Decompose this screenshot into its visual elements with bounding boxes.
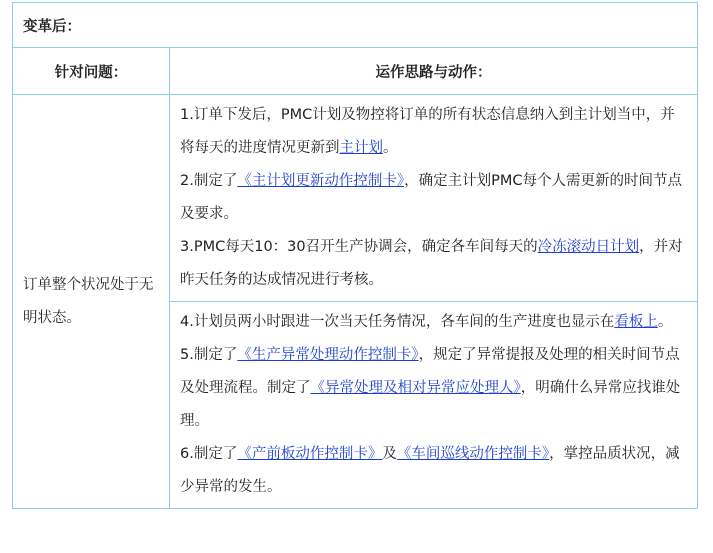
link-kanban[interactable]: 看板上 (614, 314, 658, 330)
actions-group-1 (170, 95, 698, 302)
action-item-2-text-1: 2.制定了 (180, 173, 238, 189)
action-item-6-text-1: 6.制定了 (180, 446, 238, 462)
link-master-plan-update-card[interactable]: 《主计划更新动作控制卡》 (237, 173, 405, 189)
action-item-6-text-3: ，掌控品质状况，减少异常的发生。 (180, 446, 680, 495)
action-item-4-text-1: 4.计划员两小时跟进一次当天任务情况，各车间的生产进度也显示在 (180, 314, 615, 330)
action-item-6-text-2: 及 (382, 446, 397, 462)
action-item-6 (180, 438, 687, 504)
link-master-plan[interactable]: 主计划 (339, 140, 383, 156)
action-item-5 (180, 339, 687, 438)
action-item-5-text-2: ，规定了异常提报及处理的相关时间节点及处理流程。制定了 (180, 347, 680, 396)
action-item-2 (180, 165, 687, 231)
action-item-5-text-3: ，明确什么异常应找谁处理。 (180, 380, 681, 429)
link-frozen-rolling-daily-plan[interactable]: 冷冻滚动日计划 (537, 239, 640, 255)
link-exception-handling-card[interactable]: 《生产异常处理动作控制卡》 (237, 347, 419, 363)
link-exception-handler-list[interactable]: 《异常处理及相对异常应处理人》 (310, 380, 521, 396)
action-item-4-text-2: 。 (657, 314, 673, 330)
action-item-2-text-2: ，确定主计划PMC每个人需更新的时间节点及要求。 (180, 173, 682, 222)
action-item-3-text-2: ，并对昨天任务的达成情况进行考核。 (180, 239, 683, 288)
issue-text: 订单整个状况处于无明状态。 (13, 95, 170, 509)
actions-group-2 (170, 302, 698, 509)
action-item-1-text-1: 1.订单下发后，PMC计划及物控将订单的所有状态信息纳入到主计划当中，并将每天的进度情况更新到 (180, 107, 675, 156)
change-table (12, 2, 698, 509)
link-workshop-patrol-card[interactable]: 《车间巡线动作控制卡》 (396, 446, 550, 462)
table-title: 变革后： (13, 3, 698, 48)
action-item-1 (180, 99, 687, 165)
header-issue: 针对问题： (13, 48, 170, 95)
action-item-3-text-1: 3.PMC每天10：30召开生产协调会，确定各车间每天的 (180, 239, 538, 255)
action-item-4 (180, 306, 687, 339)
action-item-5-text-1: 5.制定了 (180, 347, 238, 363)
header-actions: 运作思路与动作： (170, 48, 698, 95)
link-pre-production-card[interactable]: 《产前板动作控制卡》 (237, 446, 383, 462)
action-item-3 (180, 231, 687, 297)
action-item-1-text-2: 。 (383, 140, 398, 156)
